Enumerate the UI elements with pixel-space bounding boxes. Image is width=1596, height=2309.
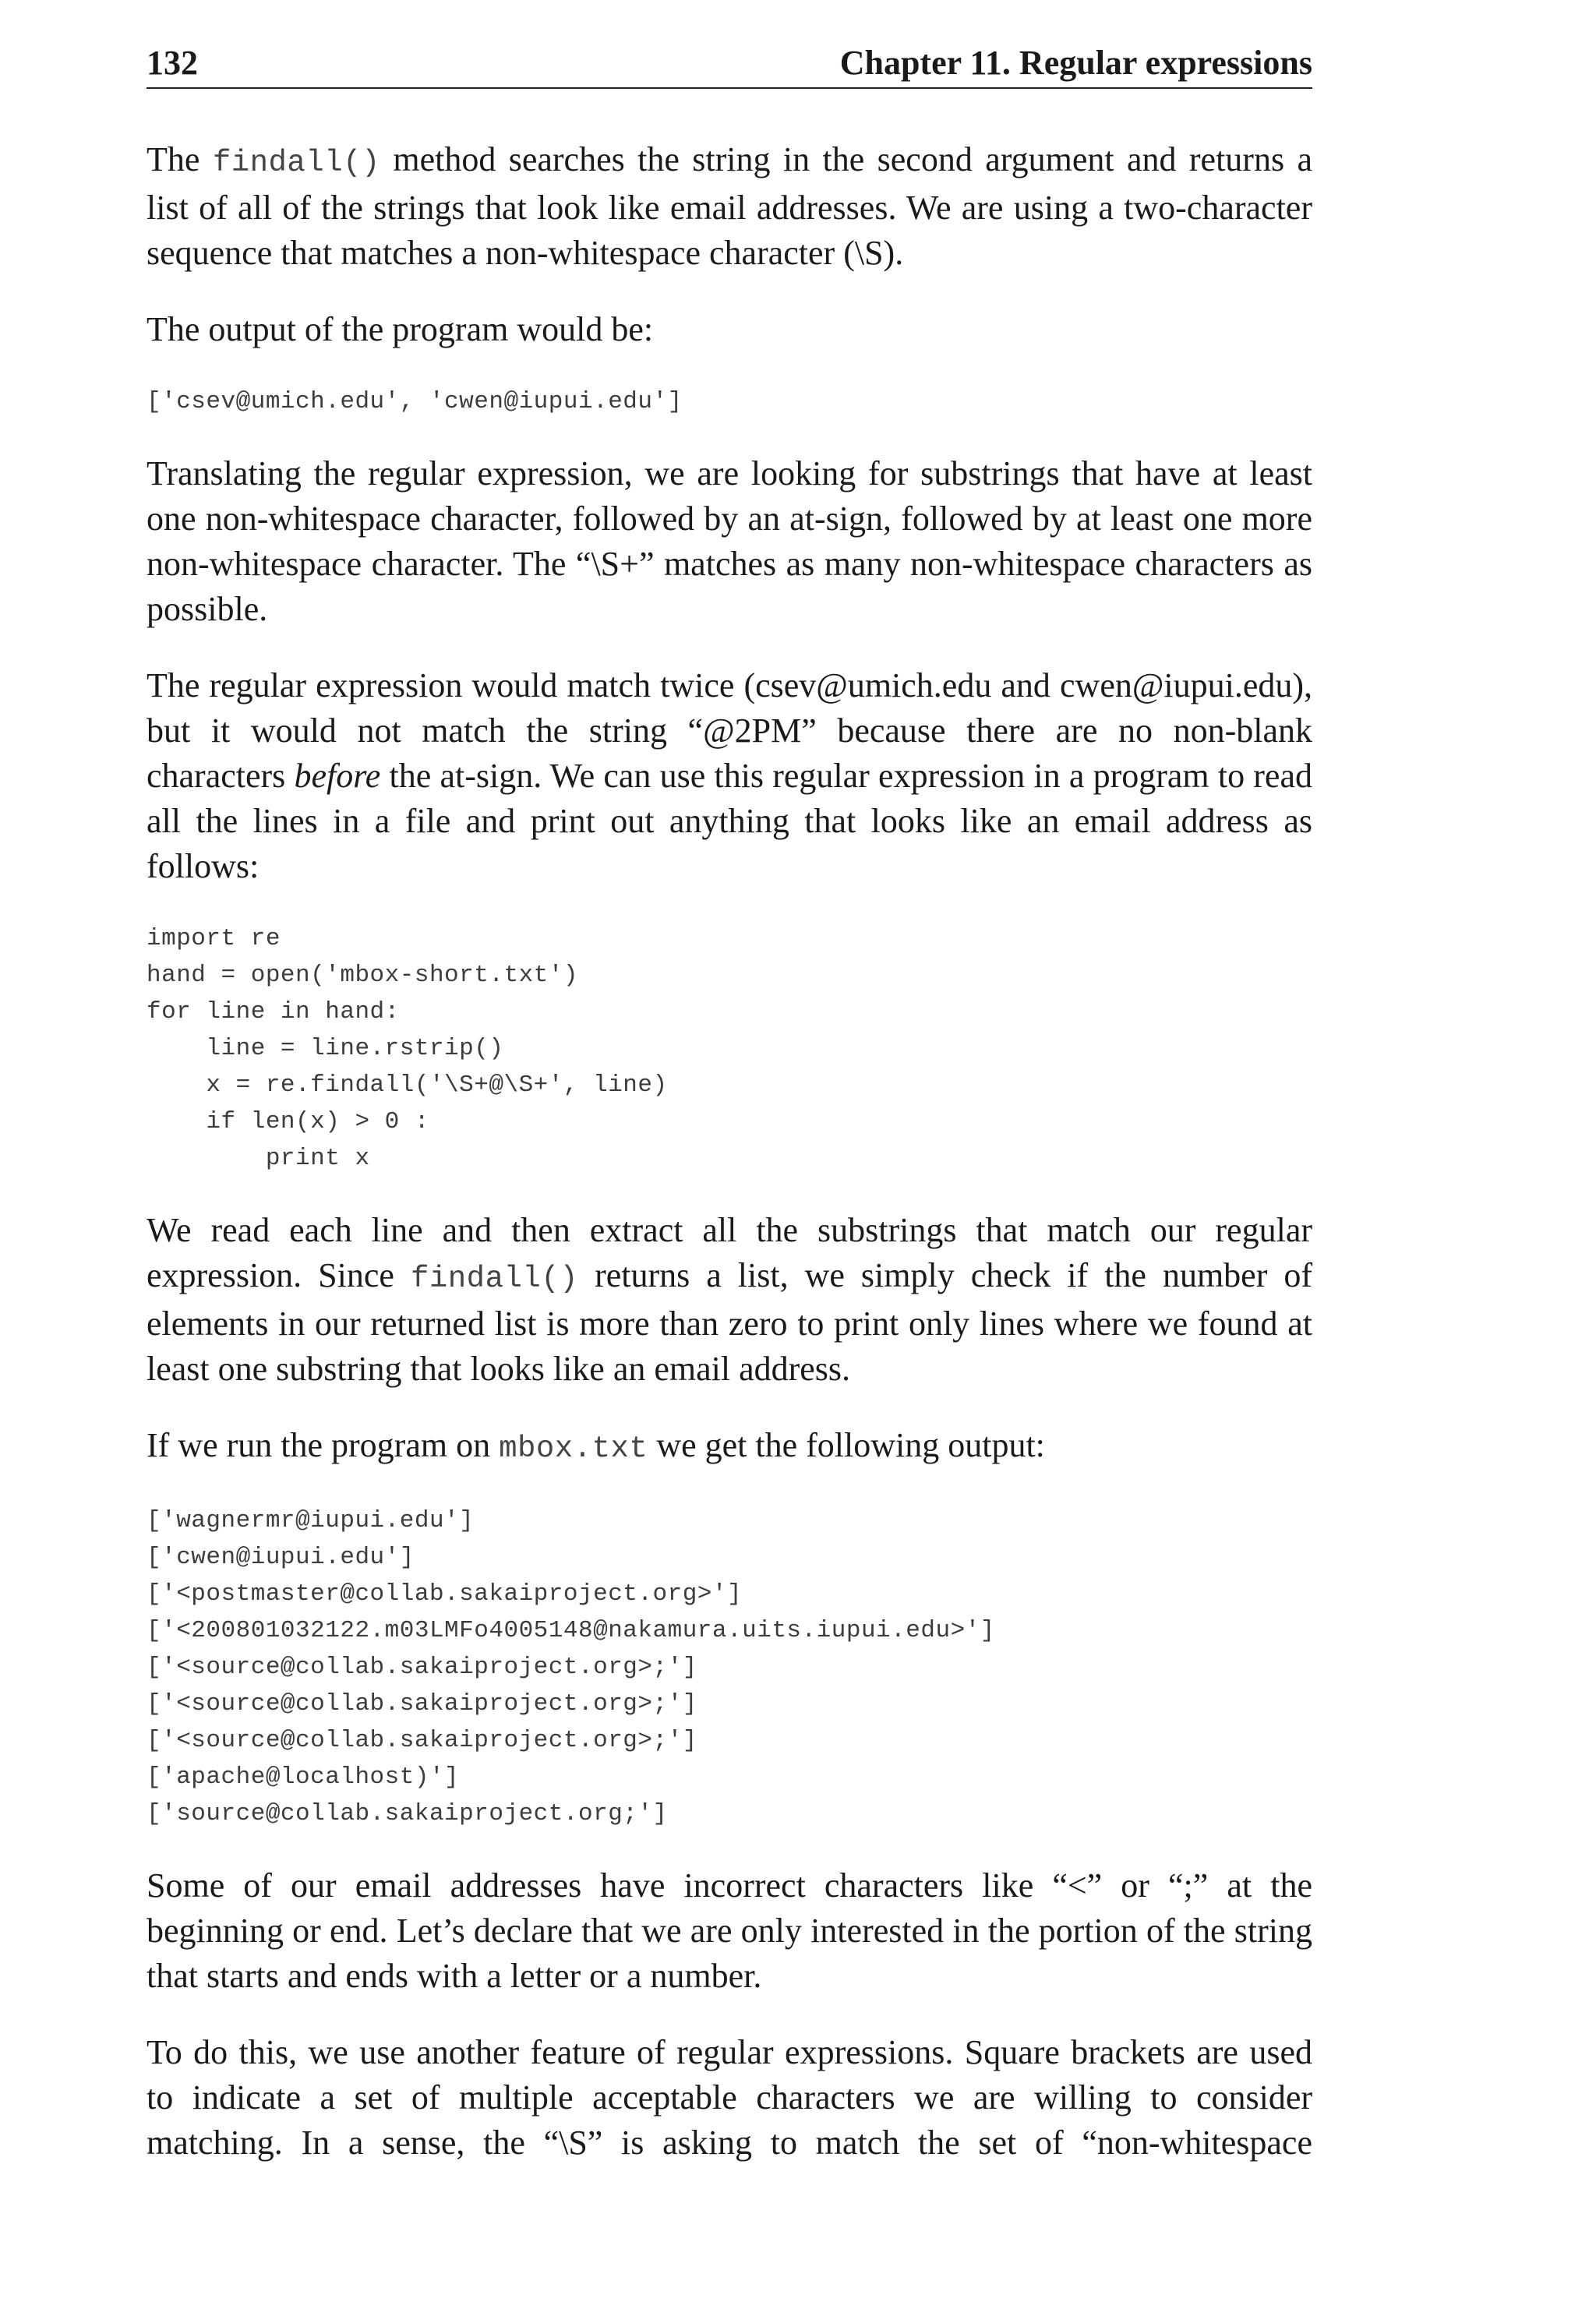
code-line: line = line.rstrip(): [147, 1035, 504, 1062]
code-line: hand = open('mbox-short.txt'): [147, 962, 578, 989]
code-line: ['<source@collab.sakaiproject.org>;']: [147, 1727, 697, 1754]
paragraph-text: method searches the string in the second argument and returns a list of all of the strings that look like email addresses. We are using a two-character sequence that matches a non-whitespace character (\S).: [147, 140, 1313, 272]
page-number: 132: [147, 44, 198, 82]
paragraph-translating: Translating the regular expression, we are looking for substrings that have at least one non-whitespace character, followed by an at-sign, followed by at least one more non-whitespace character. The “\S+” matches as many non-whitespace characters as possible.: [147, 454, 1312, 628]
paragraph-text: The: [147, 140, 213, 178]
code-line: ['<postmaster@collab.sakaiproject.org>']: [147, 1580, 743, 1608]
code-line: ['cwen@iupui.edu']: [147, 1544, 415, 1571]
paragraph-text: We read each line and then extract all the substrings that match our regular expression. Since: [147, 1211, 1312, 1294]
code-line: print x: [147, 1145, 370, 1172]
paragraph-text: The regular expression would match twice (csev@umich.edu and cwen@iupui.edu), but it would not match the string “@2PM” because there are no non-blank characters: [147, 666, 1312, 795]
inline-code-findall: findall(): [410, 1262, 579, 1296]
code-line: ['apache@localhost)']: [147, 1764, 460, 1791]
code-line: ['<source@collab.sakaiproject.org>;']: [147, 1654, 697, 1681]
chapter-title: Chapter 11. Regular expressions: [839, 44, 1312, 82]
paragraph-match-twice: [147, 663, 1312, 889]
code-output-list: [147, 1502, 1312, 1832]
paragraph-text: the at-sign. We can use this regular expression in a program to read all the lines in a file and print out anything that looks like an email address as follows:: [147, 757, 1312, 885]
inline-code-filename: mbox.txt: [499, 1432, 648, 1466]
paragraph-text: returns a list, we simply check if the number of elements in our returned list is more than zero to print only lines where we found at least one substring that looks like an email address.: [147, 1256, 1313, 1388]
code-line: ['source@collab.sakaiproject.org;']: [147, 1800, 668, 1827]
paragraph-square-brackets: To do this, we use another feature of regular expressions. Square brackets are used to indicate a set of multiple acceptable characters we are willing to consider matching. In a sense, the “\S” is asking to match the set of “non-whitespace: [147, 2033, 1312, 2162]
paragraph-incorrect-characters: Some of our email addresses have incorrect characters like “<” or “;” at the beginning or end. Let’s declare that we are only interested in the portion of the string that starts and ends with a letter or a number.: [147, 1866, 1312, 1995]
paragraph-text: we get the following output:: [648, 1426, 1045, 1464]
emphasis-before: before: [294, 757, 381, 795]
code-output-short: [147, 383, 1312, 420]
paragraph-findall-intro: [147, 137, 1312, 276]
running-header: [147, 39, 1312, 89]
paragraph-run-program: [147, 1423, 1312, 1471]
body-text: [147, 137, 1312, 2197]
paragraph-read-each-line: [147, 1208, 1312, 1392]
code-line: import re: [147, 925, 281, 952]
code-line: ['wagnermr@iupui.edu']: [147, 1507, 475, 1534]
code-program: [147, 920, 1312, 1177]
code-line: x = re.findall('\S+@\S+', line): [147, 1072, 668, 1099]
code-line: if len(x) > 0 :: [147, 1108, 429, 1135]
code-line: ['csev@umich.edu', 'cwen@iupui.edu']: [147, 388, 683, 415]
code-line: ['<200801032122.m03LMFo4005148@nakamura.uits.iupui.edu>']: [147, 1617, 995, 1644]
paragraph-text: If we run the program on: [147, 1426, 500, 1464]
paragraph-output-intro: The output of the program would be:: [147, 310, 654, 348]
code-line: ['<source@collab.sakaiproject.org>;']: [147, 1690, 697, 1718]
inline-code-findall: findall(): [212, 146, 380, 180]
code-line: for line in hand:: [147, 998, 400, 1026]
